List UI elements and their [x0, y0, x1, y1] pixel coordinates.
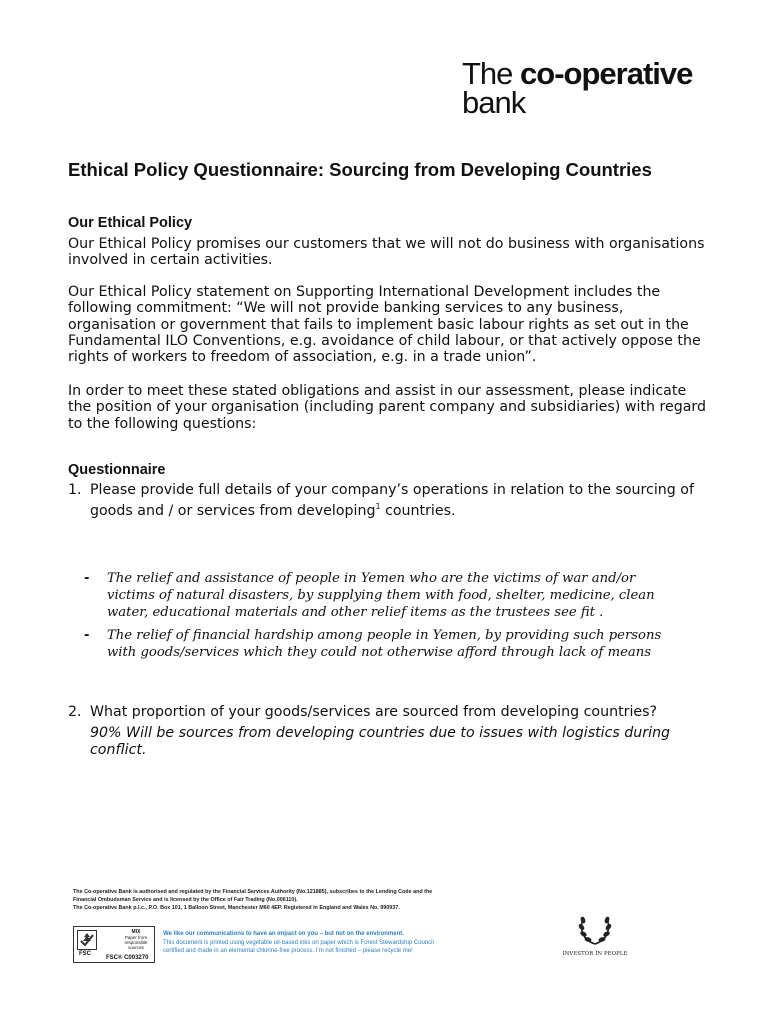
- questionnaire-heading: Questionnaire: [68, 462, 166, 478]
- list-item-text: The relief of financial hardship among people in Yemen, by providing such persons with goods/services which they could not otherwise afford through lack of means: [107, 628, 662, 660]
- fsc-code: FSC® C003270: [106, 955, 149, 961]
- tree-check-icon: [77, 930, 97, 950]
- section-heading: Our Ethical Policy: [68, 215, 193, 231]
- paragraph-intro: Our Ethical Policy promises our customers that we will not do business with organisations involved in certain activities.: [68, 236, 705, 269]
- bullet-dash: -: [84, 571, 90, 586]
- paragraph-request: In order to meet these stated obligations and assist in our assessment, please indicate the position of your organisation (including parent company and subsidiaries) with regard to the following questions:: [68, 383, 706, 432]
- fsc-logo: [73, 926, 155, 963]
- question-2-number: 2.: [68, 704, 82, 720]
- environment-line: certified and made in an elemental chlorine-free process. I’m not finished – please recycle me!: [163, 948, 413, 954]
- logo-bank: bank: [462, 85, 526, 120]
- fsc-mix-label: [119, 930, 153, 950]
- fsc-mix-title: MIX: [131, 929, 141, 935]
- list-item-text: The relief and assistance of people in Yemen who are the victims of war and/or victims of natural disasters, by supplying them with food, shelter, medicine, clean water, educational materials and other relief items as the trustees see fit .: [107, 571, 655, 620]
- answer-2: 90% Will be sources from developing countries due to issues with logistics during conflict.: [90, 725, 671, 758]
- logo-the: The: [462, 56, 513, 91]
- iip-label: INVESTOR IN PEOPLE: [562, 951, 628, 957]
- environment-line: This document is printed using vegetable oil-based inks on paper which is Forest Stewardship Council: [163, 939, 434, 946]
- legal-line: The Co-operative Bank p.l.c., P.O. Box 101, 1 Balloon Street, Manchester M60 4EP. Registered in England and Wales No. 990937.: [73, 905, 400, 911]
- legal-line: The Co-operative Bank is authorised and regulated by the Financial Services Authority (No.121885), subscribes to the Lending Code and the: [73, 889, 433, 895]
- bullet-dash: -: [84, 628, 90, 643]
- fsc-name: FSC: [79, 951, 91, 957]
- question-1-end: countries.: [380, 502, 456, 519]
- paragraph-commitment: Our Ethical Policy statement on Supporting International Development includes the following commitment: “We will not provide banking services to any business, organisation or government that fails to implement basic labour rights as set out in the Fundamental ILO Conventions, e.g. avoidance of child labour, or that actively oppose the rights of workers to freedom of association, e.g. in a trade union”.: [68, 284, 701, 366]
- legal-line: Financial Ombudsman Service and is licensed by the Office of Fair Trading (No.006110).: [73, 897, 298, 903]
- fsc-mix-sub: Paper from responsible sources: [124, 935, 148, 950]
- environment-notice: [163, 930, 483, 956]
- question-1-number: 1.: [68, 482, 82, 498]
- laurel-wreath-icon: [575, 910, 615, 946]
- question-1-text: [90, 482, 705, 519]
- environment-headline: We like our communications to have an impact on you – but not on the environment.: [163, 931, 404, 937]
- logo-coop: co-operative: [520, 56, 693, 91]
- page-title: Ethical Policy Questionnaire: Sourcing from Developing Countries: [68, 159, 652, 180]
- question-1-body: Please provide full details of your company’s operations in relation to the sourcing of goods and / or services from developing: [90, 482, 694, 519]
- question-2-text: What proportion of your goods/services are sourced from developing countries?: [90, 704, 658, 720]
- bank-logo: [462, 58, 692, 118]
- legal-notice: [73, 888, 513, 912]
- footnote-marker: 1: [375, 501, 381, 511]
- investor-in-people-logo: [555, 910, 635, 957]
